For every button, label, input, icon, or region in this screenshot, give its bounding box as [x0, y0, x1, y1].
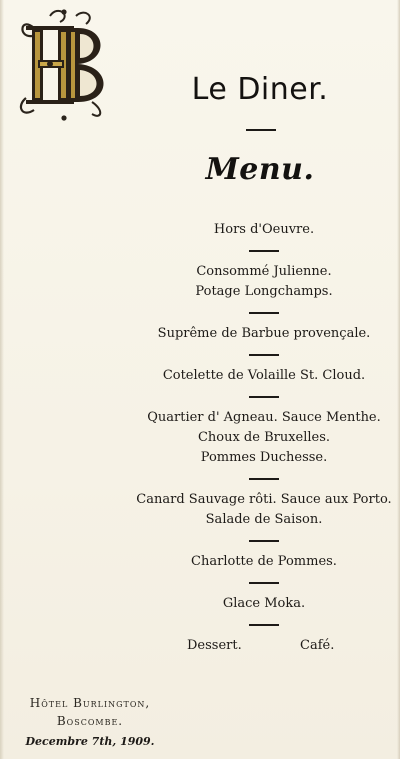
dish-line: Choux de Bruxelles. — [197, 430, 331, 445]
course-divider — [249, 478, 279, 480]
dish-line: Charlotte de Pommes. — [191, 554, 337, 569]
course-item — [108, 324, 400, 344]
dish-line: Consommé Julienne. — [196, 264, 332, 279]
course-item — [108, 552, 400, 572]
cafe-item: Café. — [300, 638, 335, 653]
course-divider — [249, 354, 279, 356]
course-item — [108, 490, 400, 530]
dish-line: Quartier d' Agneau. Sauce Menthe. — [147, 410, 381, 425]
course-divider — [249, 540, 279, 542]
title-divider — [246, 129, 276, 131]
dish-line: Glace Moka. — [222, 596, 306, 611]
course-item — [108, 220, 400, 240]
dish-line: Hors d'Oeuvre. — [213, 222, 315, 237]
course-list — [108, 220, 400, 656]
hotel-town: Boscombe. — [56, 714, 124, 728]
dessert-item: Dessert. — [187, 638, 242, 653]
dish-line: Pommes Duchesse. — [200, 450, 328, 465]
dish-line: Canard Sauvage rôti. Sauce aux Porto. — [136, 492, 392, 507]
hb-monogram-icon — [12, 6, 112, 124]
course-item — [108, 366, 400, 386]
course-divider — [249, 396, 279, 398]
dish-line: Salade de Saison. — [205, 512, 323, 527]
card-left-edge — [0, 0, 4, 759]
menu-date: Decembre 7th, 1909. — [25, 735, 155, 748]
course-item — [108, 262, 400, 302]
course-item — [108, 594, 400, 614]
hotel-name: Hôtel Burlington, — [29, 696, 151, 710]
menu-heading: Menu. — [205, 152, 315, 187]
dish-line: Potage Longchamps. — [195, 284, 333, 299]
course-divider — [249, 582, 279, 584]
dish-line: Suprême de Barbue provençale. — [157, 326, 371, 341]
course-divider — [249, 312, 279, 314]
page-title: Le Diner. — [191, 72, 329, 107]
course-item — [108, 408, 400, 468]
final-course-row — [108, 636, 400, 656]
course-divider — [249, 250, 279, 252]
dish-line: Cotelette de Volaille St. Cloud. — [162, 368, 366, 383]
hotel-footer — [0, 694, 180, 750]
course-divider — [249, 624, 279, 626]
